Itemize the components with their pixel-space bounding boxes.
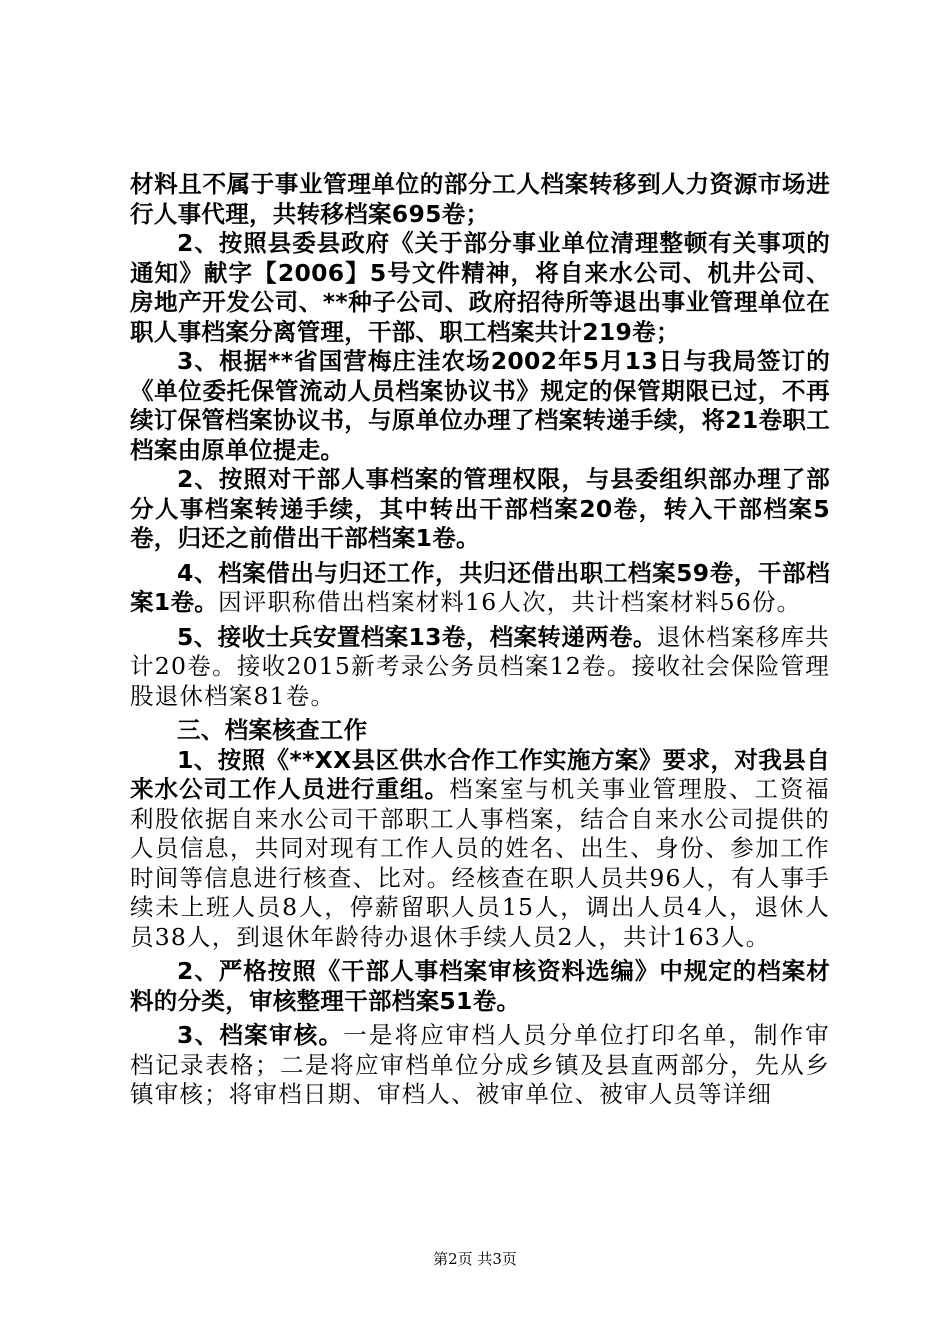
paragraph-1: [130, 170, 830, 229]
paragraph-4-bold: 2、按照对干部人事档案的管理权限，与县委组织部办理了部分人事档案转递手续，其中转出干部档案20卷，转入干部档案5卷，归还之前借出干部档案1卷。: [130, 465, 830, 552]
paragraph-2: [130, 229, 830, 347]
document-body: [130, 170, 830, 1110]
paragraph-8-bold: 1、按照《**XX县区供水合作工作实施方案》要求，对我县自来水公司工作人员进行重组。: [130, 745, 830, 803]
section-heading: [130, 716, 830, 746]
paragraph-10-normal: 一是将应审档人员分单位打印名单，制作审档记录表格；二是将应审档单位分成乡镇及县直两部分，先从乡镇审核；将审档日期、审档人、被审单位、被审人员等详细: [130, 1021, 830, 1108]
paragraph-5-normal: 因评职称借出档案材料16人次，共计档案材料56份。: [218, 588, 802, 616]
section-heading-text: 三、档案核查工作: [177, 716, 368, 744]
paragraph-8: [130, 746, 830, 953]
paragraph-6-bold: 5、接收士兵安置档案13卷，档案转递两卷。: [177, 622, 657, 651]
paragraph-5-bold: 4、档案借出与归还工作，共归还借出职工档案59卷，干部档案1卷。: [130, 558, 830, 616]
paragraph-9: [130, 957, 830, 1016]
paragraph-6-normal: 退休档案移库共计20卷。接收2015新考录公务员档案12卷。接收社会保险管理股退休档案81卷。: [130, 622, 830, 710]
paragraph-9-bold: 2、严格按照《干部人事档案审核资料选编》中规定的档案材料的分类，审核整理干部档案51卷。: [130, 957, 830, 1015]
paragraph-3-bold: 3、根据**省国营梅庄洼农场2002年5月13日与我局签订的《单位委托保管流动人员档案协议书》规定的保管期限已过，不再续订保管档案协议书，与原单位办理了档案转递手续，将21卷职工档案由原单位提走。: [130, 347, 830, 464]
paragraph-8-normal: 档案室与机关事业管理股、工资福利股依据自来水公司干部职工人事档案，结合自来水公司提供的人员信息，共同对现有工作人员的姓名、出生、身份、参加工作时间等信息进行核查、比对。经核查在职人员共96人，有人事手续未上班人员8人，停薪留职人员15人，调出人员4人，退休人员38人，到退休年龄待办退休手续人员2人，共计163人。: [130, 775, 830, 951]
paragraph-10: [130, 1021, 830, 1110]
paragraph-1-bold: 材料且不属于事业管理单位的部分工人档案转移到人力资源市场进行人事代理，共转移档案695卷；: [130, 170, 830, 228]
paragraph-5: [130, 559, 830, 618]
paragraph-3: [130, 347, 830, 465]
paragraph-10-bold: 3、档案审核。: [177, 1021, 344, 1049]
paragraph-2-bold: 2、按照县委县政府《关于部分事业单位清理整顿有关事项的通知》献字【2006】5号文件精神，将自来水公司、机井公司、房地产开发公司、**种子公司、政府招待所等退出事业管理单位在职人事档案分离管理，干部、职工档案共计219卷；: [130, 229, 830, 346]
paragraph-4: [130, 465, 830, 554]
paragraph-6: [130, 623, 830, 712]
page-footer: 第2页 共3页: [433, 1250, 517, 1268]
